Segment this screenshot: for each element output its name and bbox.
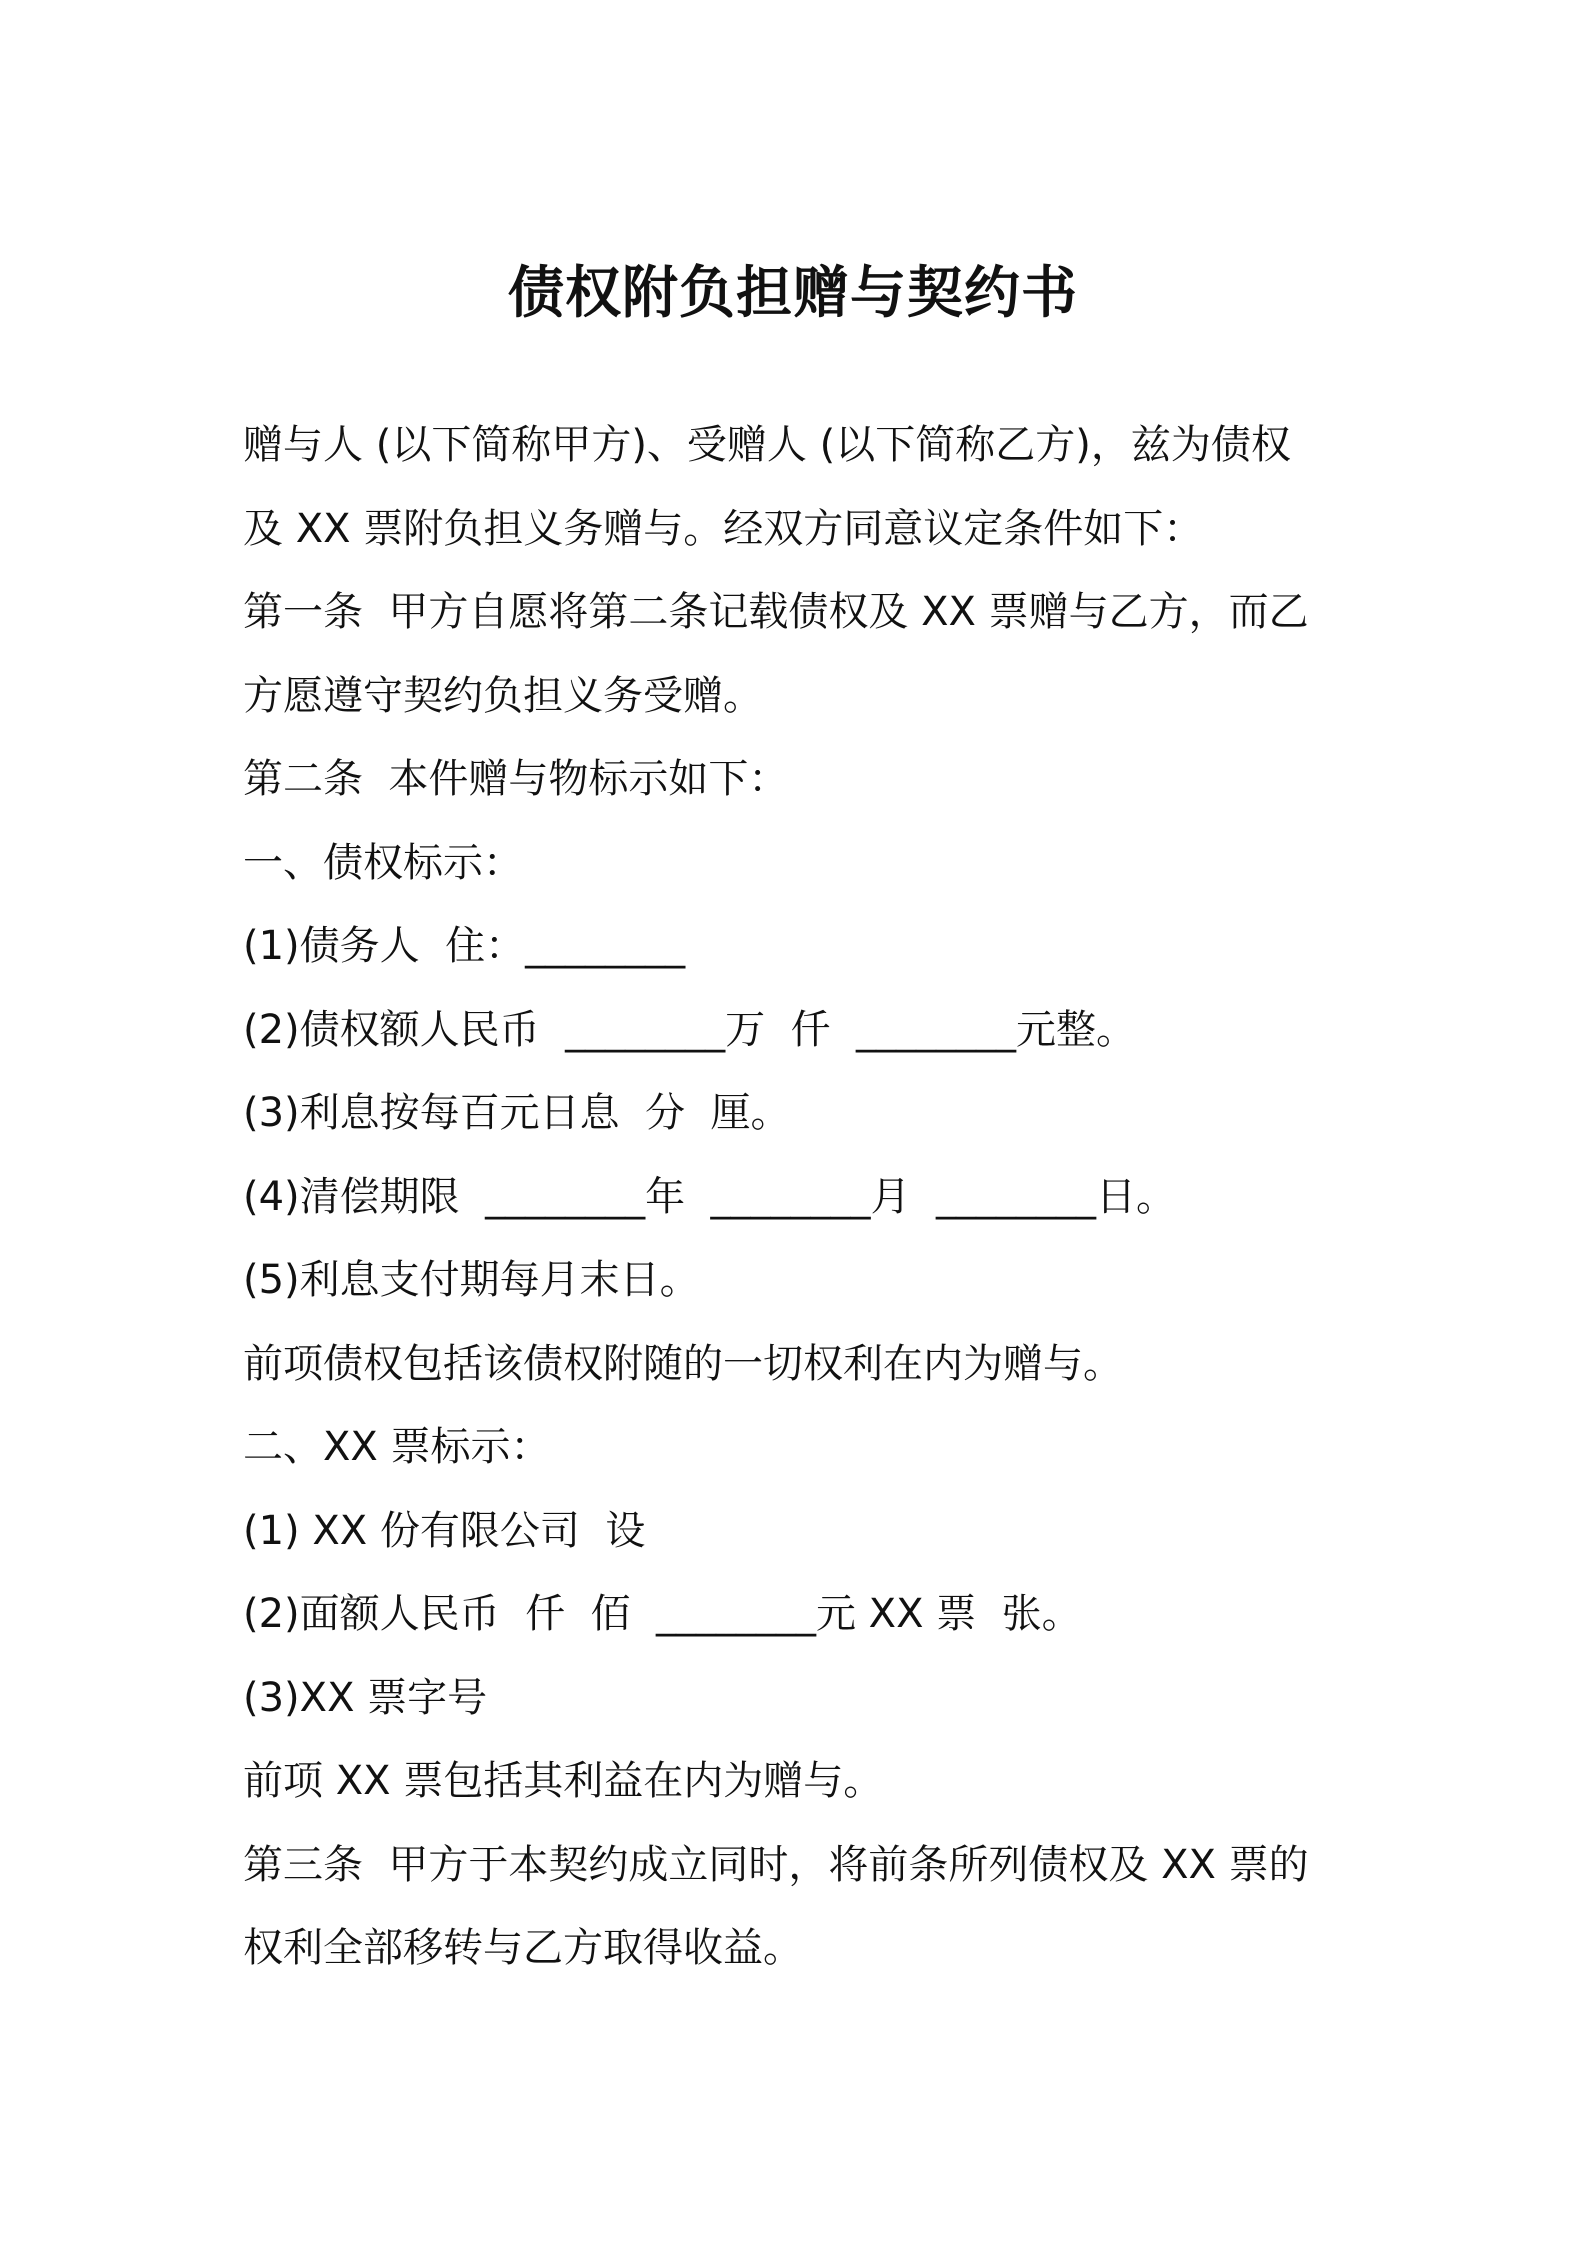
body-line: (3)XX 票字号 xyxy=(243,1674,488,1721)
body-line: (1)债务人 住：________ xyxy=(243,923,686,969)
body-line: 前项 XX 票包括其利益在内为赠与。 xyxy=(243,1758,884,1804)
document-title: 债权附负担赠与契约书 xyxy=(508,261,1078,326)
body-line: (1) XX 份有限公司 设 xyxy=(243,1507,646,1554)
body-line: 二、XX 票标示： xyxy=(243,1424,551,1470)
body-line: (5)利息支付期每月末日。 xyxy=(243,1257,700,1303)
body-line: 第三条 甲方于本契约成立同时，将前条所列债权及 XX 票的 xyxy=(243,1841,1309,1888)
body-line: 方愿遵守契约负担义务受赠。 xyxy=(243,672,763,719)
body-line: 及 XX 票附负担义务赠与。经双方同意议定条件如下： xyxy=(243,505,1204,552)
body-line: 权利全部移转与乙方取得收益。 xyxy=(243,1925,803,1971)
body-line: 第一条 甲方自愿将第二条记载债权及 XX 票赠与乙方，而乙 xyxy=(243,589,1309,635)
body-line: (2)债权额人民币 ________万 仟 ________元整。 xyxy=(243,1006,1136,1053)
body-line: 赠与人 (以下简称甲方)、受赠人 (以下简称乙方)，兹为债权 xyxy=(243,422,1291,468)
body-line: (4)清偿期限 ________年 ________月 ________日。 xyxy=(243,1173,1176,1220)
body-line: (2)面额人民币 仟 佰 ________元 XX 票 张。 xyxy=(243,1591,1082,1637)
document-body xyxy=(243,404,1353,1991)
body-line: 第二条 本件赠与物标示如下： xyxy=(243,756,789,802)
body-line: 前项债权包括该债权附随的一切权利在内为赠与。 xyxy=(243,1340,1123,1387)
body-line: (3)利息按每百元日息 分 厘。 xyxy=(243,1090,791,1136)
body-line: 一、债权标示： xyxy=(243,839,523,886)
